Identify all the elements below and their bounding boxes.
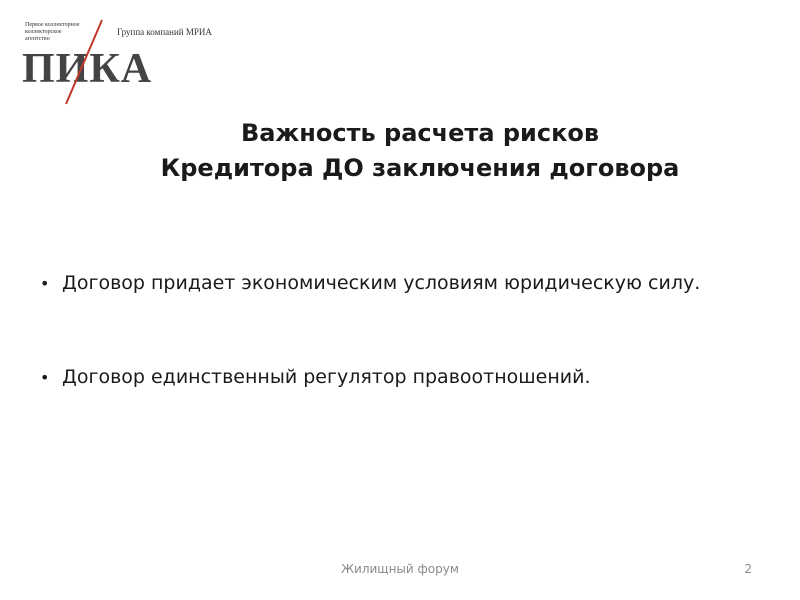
company-logo [22,18,342,108]
bullet-list [40,268,760,393]
bullet-marker: • [40,274,50,293]
logo-brand-word: ПИКА [22,46,153,92]
bullet-item [40,362,760,393]
bullet-marker: • [40,368,50,387]
footer-text: Жилищный форум [341,562,459,576]
bullet-text: Договор придает экономическим условиям юридическую силу. [62,272,701,294]
logo-group-name: Группа компаний МРИА [117,27,212,37]
logo-tagline: Первое коллекторное коллекторское агентство [25,22,80,42]
title-line-2: Кредитора ДО заключения договора [160,154,680,182]
slide-title [100,116,740,186]
title-line-1: Важность расчета рисков [240,119,600,147]
logo-slash-icon [22,18,142,108]
page-number: 2 [744,562,752,576]
bullet-item [40,268,760,299]
bullet-text: Договор единственный регулятор правоотношений. [62,366,591,388]
